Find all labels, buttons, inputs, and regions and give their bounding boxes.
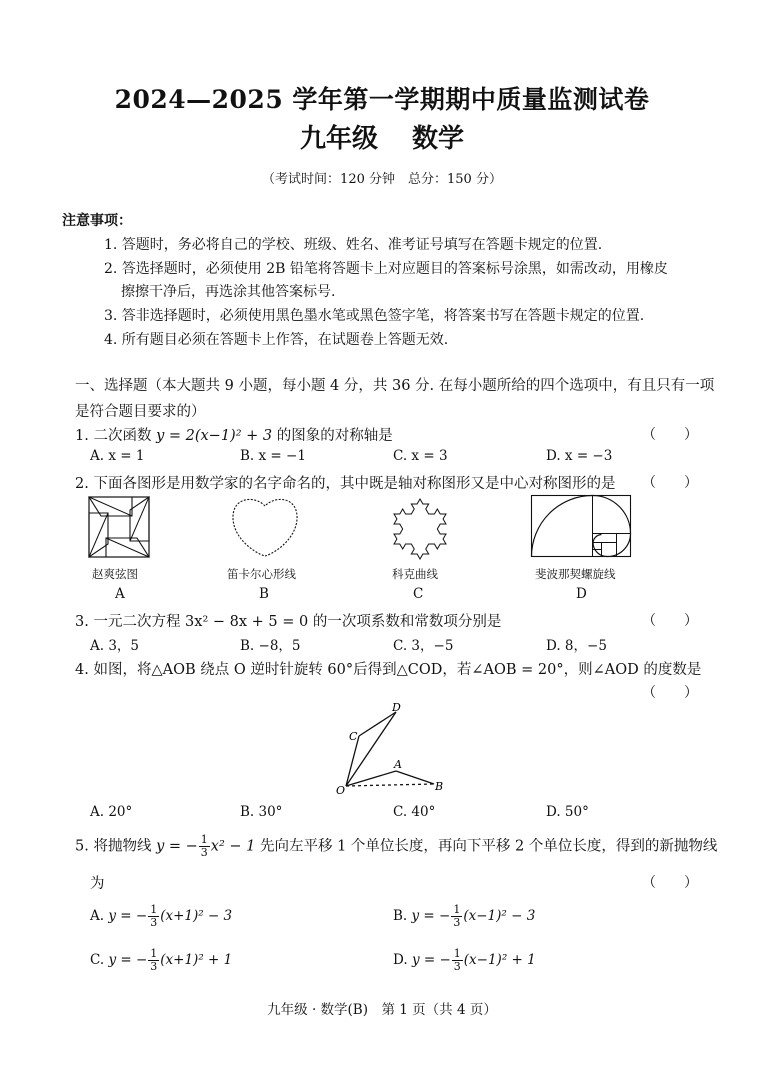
q5-frac-num: 1: [200, 833, 208, 846]
exam-subtitle: [0, 118, 764, 155]
q5-option-a: [90, 904, 232, 929]
q5-option-c-label: C.: [90, 952, 105, 968]
q5-option-b-frac: [451, 904, 462, 929]
notes-heading: 注意事项：: [62, 213, 132, 229]
q5-option-d: [393, 948, 536, 973]
q2-caption-a: 赵爽弦图: [92, 567, 138, 581]
q2-letter-d: D: [576, 586, 587, 602]
q5-option-b: [393, 904, 535, 929]
q4-option-d: D. 50°: [546, 804, 589, 820]
point-a-label: A: [394, 758, 402, 771]
q2-stem: 2. 下面各图形是用数学家的名字命名的，其中既是轴对称图形又是中心对称图形的是: [75, 476, 616, 492]
q2-letter-a: A: [115, 586, 125, 602]
q5-option-d-label: D.: [393, 952, 408, 968]
page-footer: 九年级 · 数学(B) 第 1 页（共 4 页）: [267, 1002, 497, 1018]
q2-caption-c: 科克曲线: [392, 567, 438, 581]
q5-answer-paren: （ ）: [642, 875, 698, 891]
q1-option-b: B. x = −1: [240, 448, 306, 464]
q5-stem-suffix: 先向左平移 1 个单位长度，再向下平移 2 个单位长度，得到的新抛物线: [255, 838, 718, 855]
subject-label: 数学: [412, 124, 465, 154]
q5-option-b-label: B.: [393, 908, 408, 924]
q3-option-b: B. −8，5: [240, 638, 301, 654]
q5-formula-y: y = −: [156, 838, 198, 855]
q5-formula-tail: x² − 1: [210, 838, 256, 855]
q5-option-b-y: y = −: [411, 908, 451, 924]
q1-option-a: A. x = 1: [90, 448, 145, 464]
q5-option-a-den: 3: [150, 916, 158, 929]
point-o-label: O: [336, 784, 346, 797]
note-item-2-cont: 擦擦干净后，再选涂其他答案标号.: [121, 284, 336, 300]
q5-option-a-y: y = −: [108, 908, 148, 924]
q5-option-b-num: 1: [453, 903, 461, 916]
koch-curve-figure: [380, 492, 460, 562]
q2-letter-c: C: [413, 586, 424, 602]
q5-option-b-tail: (x−1)² − 3: [463, 908, 536, 924]
q2-answer-paren: （ ）: [642, 475, 698, 491]
q4-stem: 4. 如图，将△AOB 绕点 O 逆时针旋转 60°后得到△COD，若∠AOB = 20°，则∠AOD 的度数是: [75, 662, 702, 678]
note-item-2: 2. 答选择题时，必须使用 2B 铅笔将答题卡上对应题目的答案标号涂黑，如需改动，用橡皮: [104, 261, 668, 277]
q5-stem: [75, 834, 717, 859]
q3-option-a: A. 3，5: [90, 638, 140, 654]
note-item-3: 3. 答非选择题时，必须使用黑色墨水笔或黑色签字笔，将答案书写在答题卡规定的位置.: [104, 308, 645, 324]
q5-option-d-frac: [452, 948, 463, 973]
q5-option-d-den: 3: [453, 960, 461, 973]
note-item-1: 1. 答题时，务必将自己的学校、班级、姓名、准考证号填写在答题卡规定的位置.: [104, 237, 603, 253]
fibonacci-spiral-figure: [531, 495, 631, 557]
zhao-shuang-figure: [88, 496, 150, 558]
koch-outline: [394, 499, 446, 559]
section-heading-line1: 一、选择题（本大题共 9 小题，每小题 4 分，共 36 分. 在每小题所给的四个选项中，有且只有一项: [75, 378, 715, 394]
q5-option-c-num: 1: [150, 947, 158, 960]
q1-stem-prefix: 1. 二次函数: [75, 428, 157, 444]
point-b-label: B: [435, 780, 444, 793]
q3-option-d: D. 8，−5: [546, 638, 607, 654]
q5-option-d-tail: (x−1)² + 1: [463, 952, 536, 968]
q5-option-d-num: 1: [453, 947, 461, 960]
q4-option-a: A. 20°: [90, 804, 133, 820]
section-heading-line2: 是符合题目要求的）: [75, 404, 206, 420]
q5-option-c-tail: (x+1)² + 1: [160, 952, 233, 968]
q1-option-c: C. x = 3: [393, 448, 448, 464]
q2-caption-d: 斐波那契螺旋线: [535, 567, 616, 581]
q5-stem-prefix: 5. 将抛物线: [75, 838, 157, 855]
cardioid-figure: [230, 494, 300, 558]
q4-option-c: C. 40°: [393, 804, 436, 820]
q3-answer-paren: （ ）: [642, 613, 698, 629]
exam-title: 2024—2025 学年第一学期期中质量监测试卷: [114, 85, 650, 114]
point-c-label: C: [349, 730, 358, 743]
q1-option-d: D. x = −3: [546, 448, 613, 464]
q3-option-c: C. 3，−5: [393, 638, 454, 654]
koch-snowflake-path: [394, 499, 446, 559]
q1-answer-paren: （ ）: [642, 427, 698, 443]
q5-fraction: [199, 834, 210, 859]
q4-answer-paren: （ ）: [642, 685, 698, 701]
q4-option-b: B. 30°: [240, 804, 283, 820]
grade-label: 九年级: [299, 124, 378, 154]
q5-option-a-label: A.: [90, 908, 105, 924]
point-d-label: D: [392, 701, 401, 714]
q5-option-a-num: 1: [150, 903, 158, 916]
q5-option-a-frac: [148, 904, 159, 929]
q2-letter-b: B: [259, 586, 269, 602]
q5-option-c: [90, 948, 232, 973]
q5-option-c-den: 3: [150, 960, 158, 973]
q5-stem-cont: 为: [90, 876, 105, 892]
note-item-4: 4. 所有题目必须在答题卡上作答，在试题卷上答题无效.: [104, 332, 449, 348]
time-info: （考试时间：120 分钟 总分：150 分）: [262, 172, 502, 187]
q1-stem: [75, 424, 393, 445]
q2-caption-b: 笛卡尔心形线: [227, 567, 296, 581]
q5-option-d-y: y = −: [411, 952, 451, 968]
rotation-figure: [334, 700, 454, 800]
q5-option-a-tail: (x+1)² − 3: [160, 908, 233, 924]
q1-formula: y = 2(x−1)² + 3: [156, 428, 273, 444]
q3-stem: 3. 一元二次方程 3x² − 8x + 5 = 0 的一次项系数和常数项分别是: [75, 614, 502, 630]
q5-option-b-den: 3: [453, 916, 461, 929]
q1-stem-suffix: 的图象的对称轴是: [272, 428, 393, 444]
q5-frac-den: 3: [200, 846, 208, 859]
q5-option-c-frac: [148, 948, 159, 973]
q5-option-c-y: y = −: [108, 952, 148, 968]
